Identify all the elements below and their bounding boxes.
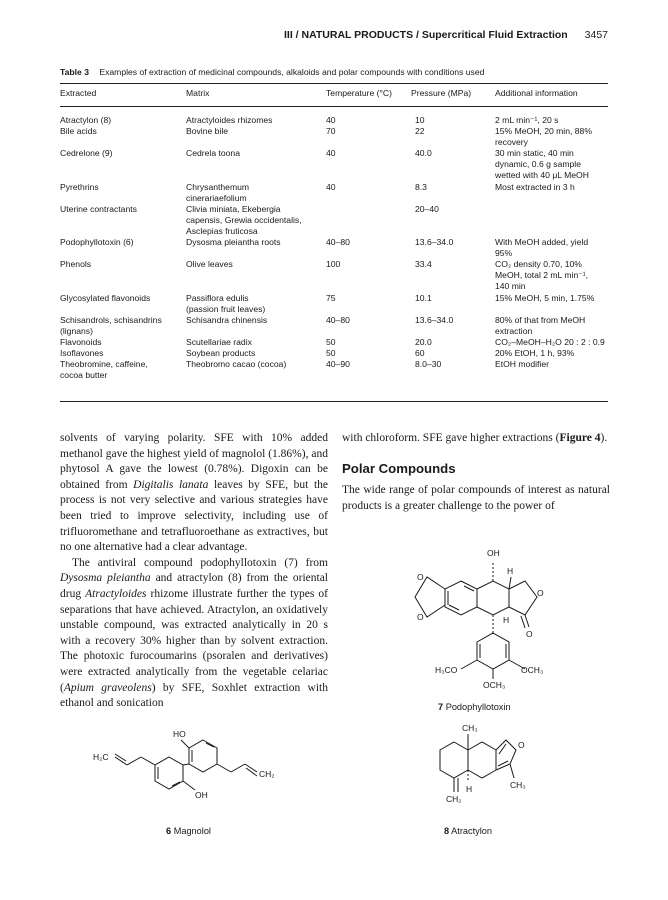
table-cell-pressure [411, 148, 495, 181]
table-cell-line: Theobromo cacao (cocoa) [186, 359, 287, 370]
table-caption [60, 67, 608, 77]
figure-caption-magnolol: 6 Magnolol [166, 826, 211, 836]
table-cell-line: Theobromine, caffeine, [60, 359, 148, 370]
table-header-cell: Additional information [495, 88, 578, 98]
table-bottom-rule [60, 401, 608, 402]
table-cell-pressure [411, 259, 495, 292]
table-row [60, 204, 608, 237]
table-cell-line: With MeOH added, yield [495, 237, 589, 248]
table-cell-temperature [326, 337, 411, 348]
table-cell-line: 10.1 [415, 292, 432, 303]
table-cell-pressure [411, 204, 495, 237]
hydrogen-label: H [466, 784, 473, 794]
table-cell-temperature [326, 315, 411, 337]
magnolol-structure [85, 720, 305, 810]
table-row [60, 359, 608, 381]
hydrogen-label: H [507, 566, 514, 576]
table-cell-line: 50 [326, 347, 336, 358]
hydroxyl-label: HO [173, 729, 186, 739]
table-cell-extracted [60, 115, 186, 126]
table-cell-line: MeOH, total 2 mL min⁻¹, [495, 270, 589, 281]
table-cell-line: Atractyloides rhizomes [186, 115, 273, 125]
table-cell-line: 2 mL min⁻¹, 20 s [495, 115, 559, 125]
table-cell-line: 33.4 [415, 259, 432, 270]
table-row [60, 126, 608, 148]
methoxy-label: OCH₃ [483, 680, 506, 690]
figure-caption-atractylon: 8 Atractylon [444, 826, 493, 836]
table-cell-line: 100 [326, 259, 341, 270]
methyl-label: CH₃ [510, 780, 526, 790]
table-cell-line: cocoa butter [60, 370, 108, 381]
table-cell-line: 40 [326, 115, 336, 125]
table-cell-temperature [326, 204, 411, 237]
table-cell-line: 40 [326, 148, 336, 159]
table-row [60, 259, 608, 292]
table-cell-line: 8.3 [415, 181, 427, 192]
table-cell-info [495, 182, 608, 204]
table-cell-line: Atractylon (8) [60, 115, 112, 125]
table-cell-line: Pyrethrins [60, 181, 99, 192]
table-cell-line: 60 [415, 347, 425, 358]
table-cell-matrix [186, 315, 326, 337]
table-cell-line: 13.6–34.0 [415, 314, 454, 325]
oxygen-label: O [518, 740, 525, 750]
table-cell-line: Passiflora edulis [186, 292, 249, 303]
table-cell-info [495, 115, 608, 126]
table-label: Table 3 [60, 67, 89, 77]
oxygen-label: O [417, 572, 424, 582]
table-cell-temperature [326, 359, 411, 381]
table-cell-temperature [326, 259, 411, 292]
table-cell-pressure [411, 115, 495, 126]
table-cell-line: Scutellariae radix [186, 336, 252, 347]
table-cell-matrix [186, 148, 326, 181]
table-cell-extracted [60, 182, 186, 204]
table-cell-line: 75 [326, 292, 336, 303]
podophyllotoxin-structure [405, 545, 575, 700]
table-cell-pressure [411, 337, 495, 348]
table-cell-line: Most extracted in 3 h [495, 181, 575, 192]
table-cell-extracted [60, 126, 186, 148]
oxygen-label: O [526, 629, 533, 639]
table-header-cell: Matrix [186, 88, 210, 98]
table-cell-temperature [326, 148, 411, 181]
table-cell-line: 20.0 [415, 336, 432, 347]
table-cell-line: 40–80 [326, 314, 350, 325]
table-cell-pressure [411, 293, 495, 315]
table-cell-extracted [60, 348, 186, 359]
table-cell-info [495, 359, 608, 381]
table-body [60, 115, 608, 381]
table-cell-info [495, 315, 608, 337]
table-cell-line: 15% MeOH, 5 min, 1.75% [495, 292, 595, 303]
table-cell-line: CO₂ density 0.70, 10% [495, 259, 582, 270]
table-row [60, 293, 608, 315]
table-cell-info [495, 237, 608, 259]
table-cell-line: Asclepias fruticosa [186, 225, 258, 236]
table-row [60, 182, 608, 204]
table-cell-line: Isoflavones [60, 347, 104, 358]
table-cell-pressure [411, 348, 495, 359]
table-cell-line: 40–80 [326, 237, 350, 248]
table-cell-info [495, 293, 608, 315]
table-cell-line: Chrysanthemum [186, 181, 250, 192]
table-cell-info [495, 204, 608, 237]
table-header-row [60, 88, 608, 98]
figure-reference[interactable]: Figure 4 [559, 432, 601, 444]
table-cell-matrix [186, 359, 326, 381]
hydroxyl-label: OH [195, 790, 208, 800]
atractylon-structure [410, 720, 550, 820]
table-cell-pressure [411, 126, 495, 148]
table-cell-line: 50 [326, 336, 336, 347]
table-cell-line: 70 [326, 126, 336, 137]
table-cell-line: dynamic, 0.6 g sample [495, 159, 581, 170]
table-cell-info [495, 126, 608, 148]
table-cell-temperature [326, 182, 411, 204]
table-cell-extracted [60, 148, 186, 181]
table-cell-pressure [411, 237, 495, 259]
table-cell-temperature [326, 348, 411, 359]
hydroxyl-label: OH [487, 548, 500, 558]
table-cell-line: extraction [495, 325, 533, 336]
table-cell-line: 20–40 [415, 203, 439, 214]
table-cell-pressure [411, 182, 495, 204]
table-header-rule [60, 106, 608, 107]
methyl-label: CH₃ [462, 723, 478, 733]
table-cell-extracted [60, 259, 186, 292]
table-cell-pressure [411, 359, 495, 381]
table-cell-line: Dysosma pleiantha roots [186, 237, 281, 248]
table-row [60, 115, 608, 126]
paragraph: The wide range of polar compounds of interest as natural products is a greater challenge to the power of [342, 484, 610, 512]
hydrogen-label: H [503, 615, 510, 625]
table-cell-matrix [186, 259, 326, 292]
table-cell-line: Bile acids [60, 126, 97, 137]
table-cell-matrix [186, 293, 326, 315]
paragraph: solvents of varying polarity. SFE with 10% added methanol gave the highest yield of magnolol (1.86%), and phytosol A gave the lowest (0.78%). Digoxin can be obtained from Digitalis lanata leaves by SFE, but the process is not very selective and various strategies have been tried to improve selectivity, including use of trifluoromethane and tetrafluoroethane as extractives, but no one alternative had a clear advantage. [60, 432, 329, 554]
table-cell-line: EtOH modifier [495, 359, 549, 370]
table-cell-line: 30 min static, 40 min [495, 148, 574, 159]
table-top-rule [60, 83, 608, 84]
table-cell-line: Phenols [60, 259, 92, 270]
table-caption-text: Examples of extraction of medicinal compounds, alkaloids and polar compounds with conditions used [99, 67, 485, 77]
table-cell-temperature [326, 293, 411, 315]
table-row [60, 315, 608, 337]
table-cell-info [495, 348, 608, 359]
table-cell-line: Bovine bile [186, 126, 229, 137]
table-cell-line: 95% [495, 248, 513, 259]
table-header-cell: Temperature (°C) [326, 88, 392, 98]
section-heading: Polar Compounds [342, 460, 456, 476]
table-cell-temperature [326, 237, 411, 259]
table-header-cell: Extracted [60, 88, 97, 98]
table-row [60, 348, 608, 359]
table-cell-matrix [186, 348, 326, 359]
table-cell-line: 10 [415, 115, 425, 125]
table-cell-matrix [186, 204, 326, 237]
right-column [342, 431, 610, 514]
page-number: 3457 [584, 29, 608, 41]
table-cell-matrix [186, 126, 326, 148]
table-cell-line: Cedrela toona [186, 148, 240, 159]
paragraph: The antiviral compound podophyllotoxin (7) from Dysosma pleiantha and atractylon (8) from the oriental drug Atractyloides rhizome illustrate further the types of separations that have achieved. Atractylon, an oxidatively unstable compound, was extracted analytically in 20 s with a recovery 30% higher than by solvent extraction. The photoxic furocoumarins (psoralen and derivatives) were extracted analytically from the vegetable celariac (Apium graveolens) by SFE, Soxhlet extraction with ethanol and sonication [60, 556, 329, 710]
table-cell-matrix [186, 182, 326, 204]
paragraph: with chloroform. SFE gave higher extractions (Figure 4). [342, 432, 608, 444]
table-cell-line: 80% of that from MeOH [495, 314, 586, 325]
table-cell-matrix [186, 237, 326, 259]
table-cell-line: cinerariaefolium [186, 192, 247, 203]
table-cell-line: recovery [495, 137, 528, 148]
methylene-label: CH₂ [446, 794, 462, 804]
table-cell-extracted [60, 293, 186, 315]
table-cell-line: 40–90 [326, 359, 350, 370]
methylene-label: H₂C [93, 752, 109, 762]
table-cell-line: 40.0 [415, 148, 432, 159]
oxygen-label: O [417, 612, 424, 622]
table-cell-line: Soybean products [186, 347, 256, 358]
oxygen-label: O [537, 588, 544, 598]
table-cell-info [495, 259, 608, 292]
table-row [60, 337, 608, 348]
table-cell-matrix [186, 337, 326, 348]
table-cell-extracted [60, 204, 186, 237]
table-cell-line: Glycosylated flavonoids [60, 292, 151, 303]
table-cell-line: Schisandrols, schisandrins [60, 314, 162, 325]
table-cell-line: Podophyllotoxin (6) [60, 237, 134, 248]
table-cell-line: 13.6–34.0 [415, 237, 454, 248]
table-header-cell: Pressure (MPa) [411, 88, 472, 98]
table-cell-info [495, 148, 608, 181]
running-header [60, 29, 608, 41]
table-cell-line: 40 [326, 181, 336, 192]
table-cell-line: 140 min [495, 281, 526, 292]
running-header-title: III / NATURAL PRODUCTS / Supercritical Fluid Extraction [283, 29, 568, 41]
table-row [60, 148, 608, 181]
table-cell-line: 22 [415, 126, 425, 137]
table-cell-line: Clivia miniata, Ekebergia [186, 203, 281, 214]
table-cell-line: 15% MeOH, 20 min, 88% [495, 126, 592, 137]
table-cell-temperature [326, 126, 411, 148]
left-column [60, 431, 328, 712]
table-cell-line: (passion fruit leaves) [186, 303, 266, 314]
table-cell-extracted [60, 237, 186, 259]
methoxy-label: OCH₃ [521, 665, 544, 675]
methylene-label: CH₂ [259, 769, 275, 779]
table-cell-pressure [411, 315, 495, 337]
table-cell-line: capensis, Grewia occidentalis, [186, 214, 302, 225]
table-cell-line: Uterine contractants [60, 203, 137, 214]
table-cell-extracted [60, 337, 186, 348]
table-cell-line: Flavonoids [60, 336, 102, 347]
table-cell-matrix [186, 115, 326, 126]
table-cell-line: Schisandra chinensis [186, 314, 268, 325]
table-cell-extracted [60, 359, 186, 381]
table-cell-line: Olive leaves [186, 259, 233, 270]
table-cell-line: (lignans) [60, 325, 93, 336]
table-row [60, 237, 608, 259]
figure-caption-podophyllotoxin: 7 Podophyllotoxin [438, 702, 511, 712]
table-cell-temperature [326, 115, 411, 126]
table-cell-line: CO₂–MeOH–H₂O 20 : 2 : 0.9 [495, 336, 605, 347]
table-cell-line: 8.0–30 [415, 359, 442, 370]
table-cell-line: Cedrelone (9) [60, 148, 113, 159]
table-cell-line: 20% EtOH, 1 h, 93% [495, 347, 575, 358]
table-cell-info [495, 337, 608, 348]
table-cell-line: wetted with 40 μL MeOH [495, 170, 589, 181]
table-cell-extracted [60, 315, 186, 337]
methoxy-label: H₃CO [435, 665, 458, 675]
